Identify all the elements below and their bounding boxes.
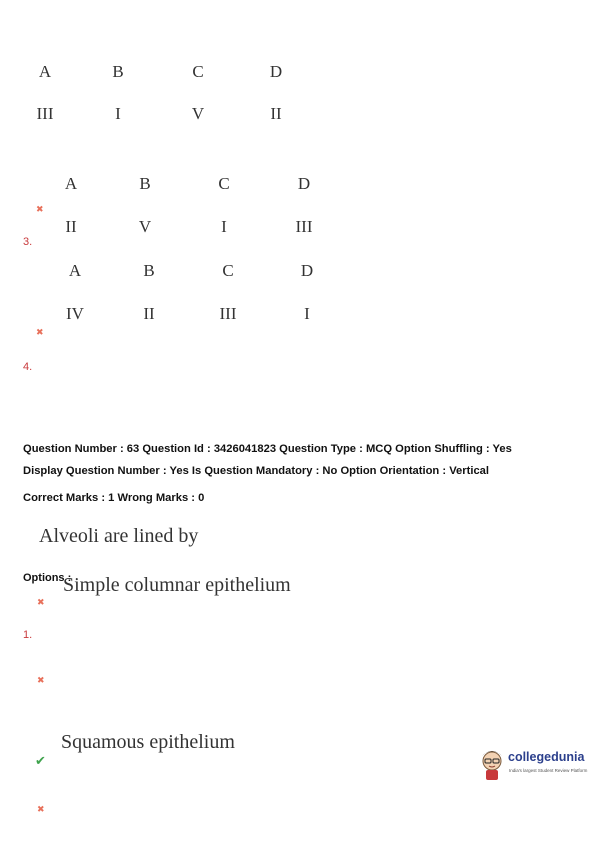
table-header-c: C [222, 261, 234, 280]
cross-icon: ✖ [37, 676, 45, 686]
mascot-icon [478, 746, 506, 782]
table-value-d: II [270, 104, 282, 123]
collegedunia-logo [478, 746, 590, 784]
table-value-b: V [138, 217, 152, 236]
option-text-3: Squamous epithelium [61, 731, 235, 753]
table-header-a: A [38, 62, 52, 81]
cross-icon: ✖ [36, 205, 44, 215]
question-meta-line-3: Correct Marks : 1 Wrong Marks : 0 [23, 492, 205, 504]
cross-icon: ✖ [36, 328, 44, 338]
table-value-b: II [143, 304, 155, 323]
table-header-d: D [300, 261, 314, 280]
question-meta-line-2: Display Question Number : Yes Is Question Mandatory : No Option Orientation : Vertical [23, 465, 490, 477]
table-header-c: C [192, 62, 204, 81]
table-value-c: III [219, 304, 237, 323]
question-text: Alveoli are lined by [39, 525, 199, 547]
table-header-c: C [218, 174, 230, 193]
option-number: 1. [23, 629, 33, 641]
cross-icon: ✖ [37, 805, 45, 815]
table-header-a: A [68, 261, 82, 280]
options-label: Options : [23, 572, 72, 584]
table-header-d: D [269, 62, 283, 81]
table-header-b: B [143, 261, 155, 280]
table-value-c: V [191, 104, 205, 123]
table-value-a: II [65, 217, 77, 236]
table-value-c: I [221, 217, 227, 236]
table-header-b: B [139, 174, 151, 193]
table-header-a: A [64, 174, 78, 193]
cross-icon: ✖ [37, 598, 45, 608]
option-number: 4. [23, 361, 33, 373]
logo-tagline: India's largest Student Review Platform [509, 768, 588, 773]
table-value-d: I [304, 304, 310, 323]
table-value-a: III [36, 104, 54, 123]
option-text-1: Simple columnar epithelium [63, 574, 291, 596]
check-icon: ✔ [35, 754, 46, 769]
table-header-b: B [112, 62, 124, 81]
table-header-d: D [297, 174, 311, 193]
question-meta-line-1: Question Number : 63 Question Id : 3426041823 Question Type : MCQ Option Shuffling : Yes [23, 443, 512, 455]
table-value-a: IV [66, 304, 84, 323]
table-value-b: I [115, 104, 121, 123]
table-value-d: III [295, 217, 313, 236]
logo-name: collegedunia [508, 750, 585, 764]
option-number: 3. [23, 236, 33, 248]
